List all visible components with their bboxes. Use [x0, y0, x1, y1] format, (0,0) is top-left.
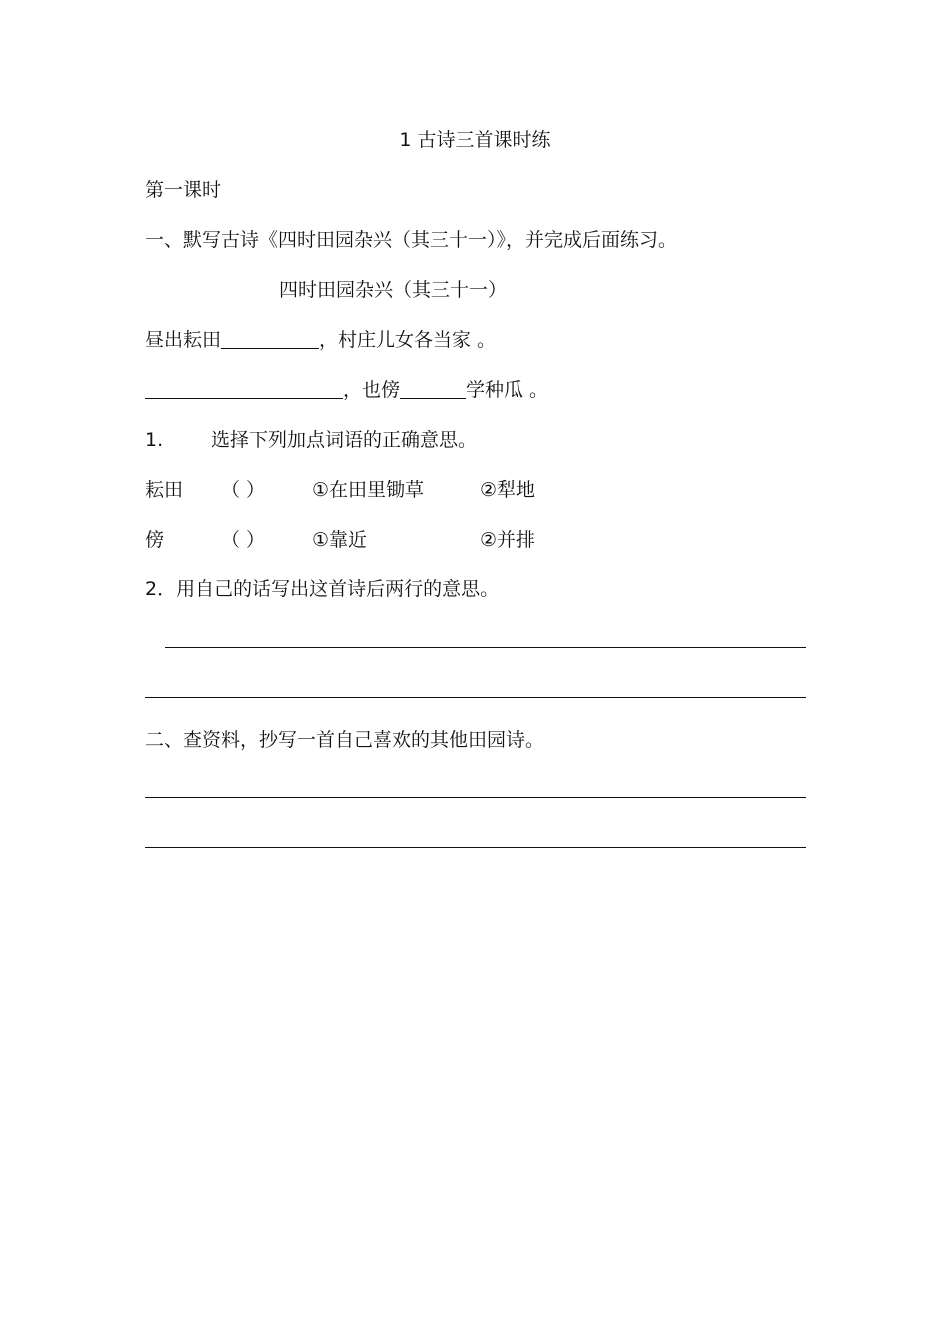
- question-1-number: 1.: [145, 429, 164, 451]
- choice-option-2: ②犁地: [480, 479, 536, 501]
- section1-heading: 一、默写古诗《四时田园杂兴（其三十一）》，并完成后面练习。: [145, 229, 678, 251]
- choice-word: 耘田: [145, 479, 184, 501]
- choice-option-2: ②并排: [480, 529, 536, 551]
- choice-word: 傍: [145, 529, 165, 551]
- poem-line-1-suffix: ，村庄儿女各当家 。: [319, 329, 497, 351]
- choice-option-1: ①在田里锄草: [312, 479, 425, 501]
- fill-blank-3[interactable]: [400, 378, 466, 399]
- lesson-label: 第一课时: [145, 179, 222, 201]
- choice-row-1: [145, 478, 535, 502]
- choice-row-2: [145, 528, 535, 552]
- poem-line-1-prefix: 昼出耘田: [145, 329, 222, 351]
- answer-line[interactable]: [165, 647, 806, 648]
- poem-line-2: [145, 378, 548, 402]
- answer-line[interactable]: [145, 797, 806, 798]
- question-1: [145, 428, 477, 452]
- poem-line-2-mid: ，也傍: [343, 379, 401, 401]
- poem-line-1: [145, 328, 496, 352]
- question-2: 2．用自己的话写出这首诗后两行的意思。: [145, 578, 500, 600]
- fill-blank-1[interactable]: [221, 328, 319, 349]
- question-1-text: 选择下列加点词语的正确意思。: [211, 429, 478, 451]
- poem-line-2-suffix: 学种瓜 。: [466, 379, 549, 401]
- choice-answer-paren[interactable]: （ ）: [221, 529, 266, 551]
- answer-line[interactable]: [145, 847, 806, 848]
- section2-heading: 二、查资料，抄写一首自己喜欢的其他田园诗。: [145, 729, 545, 751]
- choice-option-1: ①靠近: [312, 529, 368, 551]
- choice-answer-paren[interactable]: （ ）: [221, 479, 266, 501]
- answer-line[interactable]: [145, 697, 806, 698]
- fill-blank-2[interactable]: [145, 378, 343, 399]
- page-title: 1 古诗三首课时练: [399, 129, 551, 151]
- poem-title: 四时田园杂兴（其三十一）: [279, 279, 508, 301]
